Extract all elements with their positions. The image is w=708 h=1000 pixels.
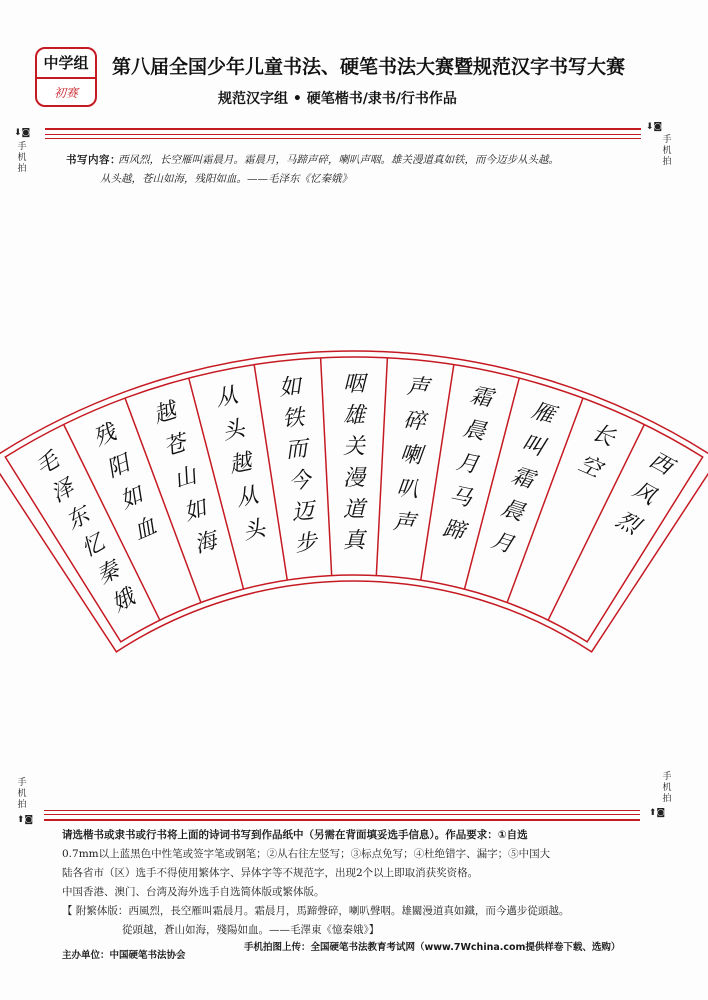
fan-character: 喇: [398, 441, 424, 469]
fan-character: 真: [342, 528, 366, 554]
fan-character: 晨: [498, 495, 527, 527]
fan-character: 迈: [290, 498, 316, 526]
fan-character: 月: [488, 528, 517, 559]
fan-character: 漫: [342, 466, 366, 491]
camera-icon-top-left: ⬇◙: [14, 128, 31, 138]
fan-character: 残: [89, 419, 120, 452]
fan-character: 步: [293, 530, 319, 558]
bottom-divider-thick: [44, 819, 640, 821]
fan-character: 忆: [77, 529, 109, 563]
content-line-1: 西风烈，长空雁叫霜晨月。霜晨月，马蹄声碎，喇叭声咽。雄关漫道真如铁，而今迈步从头越。: [118, 154, 559, 166]
fan-character: 晨: [461, 416, 488, 446]
fan-character: 如: [277, 374, 303, 402]
fan-character: 头: [240, 516, 268, 546]
fan-character: 叫: [518, 430, 548, 462]
requirements-line-3: 陆各省市（区）选手不得使用繁体字、异体字等不规范字，出现2个以上即取消获奖资格。: [62, 867, 479, 879]
requirements-line-2: 0.7mm以上蓝黑色中性笔或签字笔或钢笔；②从右往左竖写；③标点免写；④杜绝错字、漏字；⑤中国大: [62, 848, 551, 860]
fan-character: 泽: [46, 475, 79, 508]
footer-organizer: 主办单位：中国硬笔书法协会: [62, 950, 186, 961]
bottom-divider-thin: [44, 810, 640, 811]
fan-character: 关: [342, 434, 366, 460]
requirements-line-1: 请选楷书或隶书或行书将上面的诗词书写到作品纸中（另需在背面填妥选手信息）。作品要求：①自选: [62, 829, 528, 841]
badge-group-label: 中学组: [37, 49, 95, 79]
fan-character: 从: [234, 482, 261, 512]
camera-icon-bottom-right: ⬆◙: [648, 808, 666, 818]
fan-character: 头: [220, 416, 247, 446]
fan-character: 娥: [107, 584, 140, 618]
fan-character: 空: [574, 451, 605, 483]
fan-character: 咽: [342, 372, 366, 397]
fan-character: 今: [287, 467, 312, 495]
fan-character: 越: [227, 449, 254, 479]
content-label: 书写内容：: [66, 154, 121, 166]
side-mark-bottom-right: 手机拍: [662, 772, 672, 804]
fan-character: 苍: [160, 430, 190, 462]
fan-character: 海: [191, 528, 220, 559]
fan-character: 霜: [467, 382, 495, 412]
fan-character: 烈: [611, 507, 644, 540]
fan-character: 道: [342, 497, 366, 523]
fan-character: 山: [171, 463, 200, 494]
fan-character: 秦: [92, 557, 125, 590]
fan-character: 东: [62, 502, 94, 536]
camera-icon-bottom-left: ⬆◙: [16, 815, 34, 825]
fan-character: 月: [454, 449, 481, 479]
fan-character: 马: [447, 482, 474, 512]
fan-character: 长: [588, 419, 619, 452]
fan-column-divider: [321, 358, 332, 576]
requirements-line-5: 【 附繁体版：西風烈，長空雁叫霜晨月。霜晨月，馬蹄聲碎，喇叭聲咽。雄關漫道真如鐵，而今邁步從頭越。: [62, 905, 570, 917]
requirements-line-6: 從頭越，蒼山如海，殘陽如血。——毛澤東《憶秦娥》】: [122, 924, 380, 936]
fan-character: 霜: [508, 463, 537, 494]
fan-character: 从: [213, 382, 241, 412]
bottom-divider-thin-2: [44, 814, 640, 815]
page-subtitle: 规范汉字组 • 硬笔楷书/隶书/行书作品: [218, 91, 457, 107]
fan-character: 阳: [103, 451, 134, 483]
fan-character: 毛: [31, 447, 64, 481]
fan-character: 风: [628, 477, 660, 511]
side-mark-top-right: 手机拍: [662, 135, 672, 167]
fan-character: 雄: [342, 403, 366, 429]
fan-character: 越: [150, 398, 180, 429]
fan-character: 如: [181, 495, 210, 527]
fan-character: 血: [130, 513, 161, 546]
fan-column-divider: [376, 358, 387, 576]
page-title: 第八届全国少年儿童书法、硬笔书法大赛暨规范汉字书写大赛: [112, 56, 626, 78]
content-line-2: 从头越，苍山如海，残阳如血。——毛泽东《忆秦娥》: [100, 173, 352, 185]
fan-character: 西: [644, 447, 677, 481]
fan-character: 蹄: [440, 516, 468, 546]
fan-character: 声: [405, 374, 431, 402]
requirements-block: [62, 826, 662, 940]
fan-character: 如: [116, 482, 147, 515]
badge-round-label: 初赛: [53, 86, 78, 100]
footer-upload-link[interactable]: 手机拍图上传：全国硬笔书法教育考试网（www.7Wchina.com提供样卷下载、选购）: [244, 942, 621, 953]
fan-character: 雁: [528, 398, 558, 429]
side-mark-top-left: 手机拍: [17, 142, 27, 174]
fan-character: 叭: [395, 475, 420, 503]
fan-character: 碎: [402, 408, 427, 436]
camera-icon-top-right: ⬇◙: [645, 122, 663, 132]
fan-character: 声: [391, 509, 417, 537]
requirements-line-4: 中国香港、澳门、台湾及海外选手自选简体版或繁体版。: [62, 886, 325, 898]
fan-character: 铁: [281, 405, 306, 433]
side-mark-bottom-left: 手机拍: [17, 778, 27, 810]
fan-character: 而: [284, 436, 309, 464]
